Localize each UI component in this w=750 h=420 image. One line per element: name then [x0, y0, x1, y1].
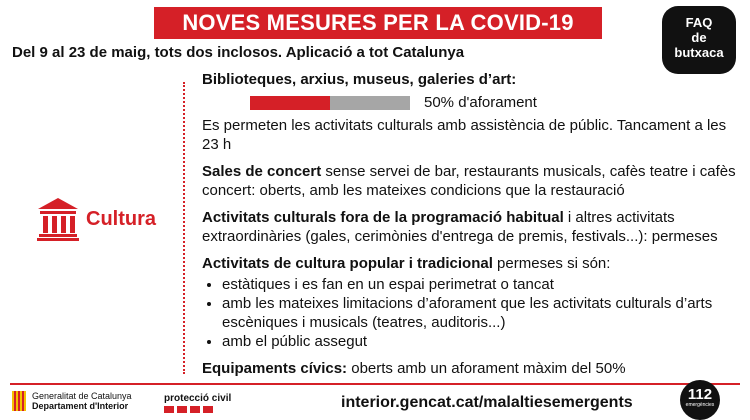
emergency-112-badge [680, 380, 720, 420]
page-title: NOVES MESURES PER LA COVID-19 [154, 7, 602, 39]
conditions-list [202, 275, 742, 351]
badge-number: 112 [687, 386, 713, 403]
category-label: Cultura [86, 207, 156, 230]
measure-text: permeses si són: [492, 255, 611, 272]
senyera-icon [12, 391, 26, 411]
measure-title: Sales de concert [202, 163, 322, 180]
badge-subtext: emergències [685, 402, 715, 408]
faq-line-1: FAQ [685, 15, 713, 30]
capacity-bar-fill [250, 96, 330, 110]
faq-badge [662, 6, 736, 74]
list-item: • estàtiques i es fan en un espai perimetrat o tancat [222, 275, 742, 294]
measure-title: Activitats culturals fora de la programació habitual [202, 209, 564, 226]
measure-popular-culture [202, 254, 742, 351]
gencat-logo [12, 391, 132, 411]
measure-text: i altres activitats extraordinàries (gales, cerimònies d'entrega de premis, festivals...): permeses [202, 209, 718, 245]
measure-concert-halls [202, 162, 742, 200]
measure-libraries [202, 70, 742, 154]
proteccio-label: protecció civil [164, 393, 232, 404]
measure-title: Equipaments cívics: [202, 360, 348, 377]
measures-list [202, 70, 742, 386]
measure-text: oberts amb un aforament màxim del 50% [347, 360, 626, 377]
divider [183, 82, 185, 374]
proteccio-civil-logo [164, 393, 231, 413]
measure-title: Activitats de cultura popular i tradicional [202, 255, 493, 272]
capacity-bar [250, 96, 410, 110]
list-item: • amb el públic assegut [222, 332, 742, 351]
gencat-line-2: Departament d'Interior [32, 401, 129, 411]
list-item: • amb les mateixes limitacions d’aforament que les activitats culturals d’arts escèniques i musicals (teatres, auditoris...) [222, 294, 742, 332]
measure-text: Es permeten les activitats culturals amb assistència de públic. Tancament a les 23 h [202, 117, 727, 153]
capacity-indicator [250, 93, 742, 112]
measure-civic-facilities [202, 359, 742, 378]
museum-icon [36, 196, 80, 242]
measure-title: Biblioteques, arxius, museus, galeries d’art: [202, 71, 517, 88]
subtitle: Del 9 al 23 de maig, tots dos inclosos. Aplicació a tot Catalunya [12, 44, 465, 61]
capacity-label: 50% d'aforament [424, 94, 537, 111]
footer-url[interactable]: interior.gencat.cat/malaltiesemergents [341, 394, 633, 411]
proteccio-bars-icon [164, 406, 231, 413]
measure-text: sense servei de bar, restaurants musicals, cafès teatre i cafès concert: oberts, amb les mateixes condicions que la restauració [202, 163, 736, 199]
faq-line-2: de [691, 30, 707, 45]
faq-line-3: butxaca [674, 45, 724, 60]
footer-divider [10, 383, 740, 385]
gencat-line-1: Generalitat de Catalunya [32, 391, 132, 401]
measure-cultural-activities [202, 208, 742, 246]
category [36, 196, 156, 242]
